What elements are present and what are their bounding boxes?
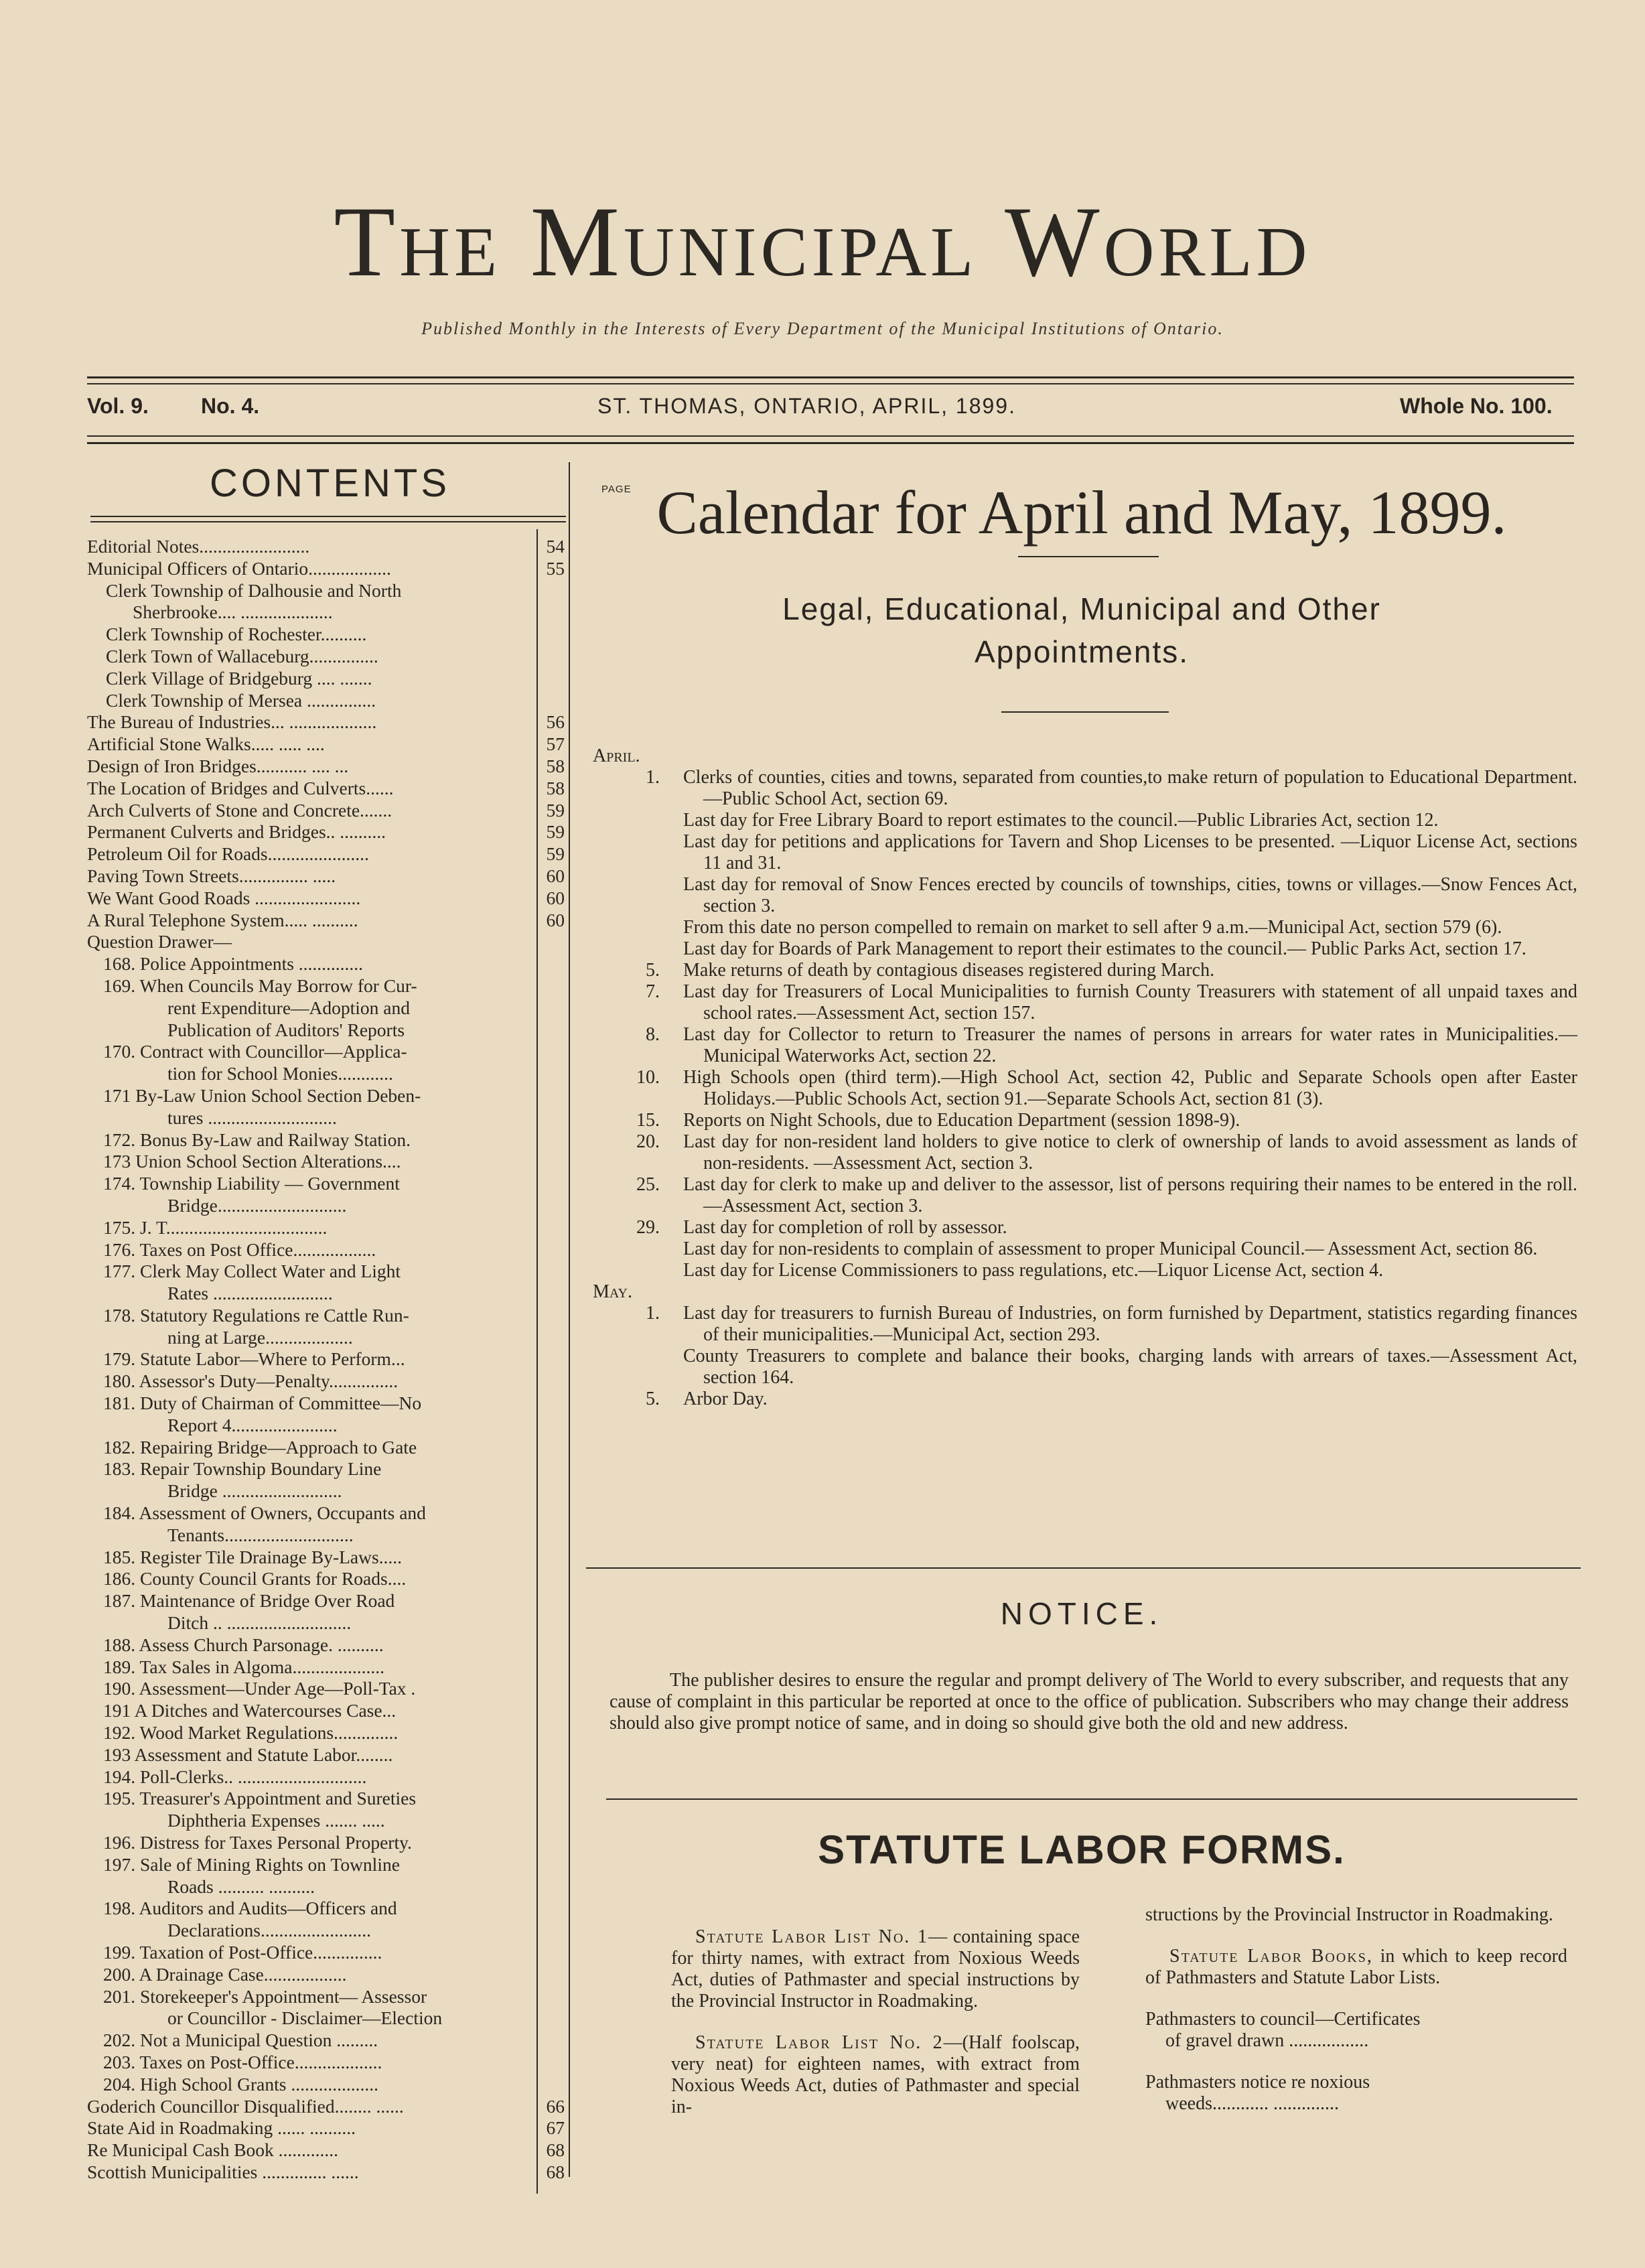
contents-entry bbox=[87, 1986, 566, 2008]
contents-entry-title: The Bureau of Industries... ................... bbox=[87, 711, 377, 733]
calendar-entry-text: County Treasurers to complete and balance their books, charging lands with arrears of taxes.—Assessment Act, section 164. bbox=[683, 1346, 1577, 1388]
contents-entry-title: A Rural Telephone System..... .......... bbox=[87, 909, 358, 930]
calendar-day: 15. bbox=[636, 1110, 660, 1131]
contents-entry-title: Clerk Township of Rochester.......... bbox=[106, 624, 367, 645]
contents-entry bbox=[87, 1634, 566, 1656]
contents-entry-title: 181. Duty of Chairman of Committee—No bbox=[103, 1393, 422, 1414]
contents-entry bbox=[87, 2074, 566, 2096]
statute-labor-title: STATUTE LABOR FORMS. bbox=[818, 1827, 1346, 1872]
calendar-entry-text: Last day for petitions and applications for Tavern and Shop Licenses to be presented. —Liquor License Act, sections 11 and 31. bbox=[683, 831, 1577, 873]
calendar-entry bbox=[593, 1131, 1577, 1174]
contents-entry-title: Municipal Officers of Ontario.................. bbox=[87, 557, 391, 579]
contents-rule-2 bbox=[90, 521, 566, 522]
contents-entry bbox=[87, 558, 566, 580]
contents-entry-title: or Councillor - Disclaimer—Election bbox=[167, 2007, 443, 2029]
contents-entry bbox=[87, 865, 566, 888]
contents-entry-title: 202. Not a Municipal Question ......... bbox=[103, 2030, 378, 2051]
contents-entry-title: Diphtheria Expenses ....... ..... bbox=[167, 1810, 385, 1831]
calendar-entry bbox=[593, 874, 1577, 917]
calendar-entry bbox=[593, 938, 1577, 960]
contents-entry bbox=[87, 1722, 566, 1744]
contents-rule-1 bbox=[90, 516, 566, 517]
calendar-entry bbox=[593, 1174, 1577, 1217]
contents-entry bbox=[87, 910, 566, 932]
contents-entry bbox=[87, 601, 566, 624]
contents-heading: CONTENTS PAGE bbox=[210, 462, 632, 505]
contents-entry bbox=[87, 1656, 566, 1679]
issue-number: No. 4. bbox=[201, 394, 260, 418]
contents-entry-title: Design of Iron Bridges........... .... ... bbox=[87, 755, 349, 776]
contents-entry-title: Report 4....................... bbox=[167, 1414, 338, 1435]
contents-entry bbox=[87, 1920, 566, 1942]
calendar-day: 1. bbox=[646, 1303, 660, 1324]
contents-entry-title: 201. Storekeeper's Appointment— Assessor bbox=[103, 1985, 427, 2007]
calendar-entry-text: Arbor Day. bbox=[683, 1389, 768, 1409]
contents-entry-title: tures ............................ bbox=[167, 1107, 337, 1128]
contents-entry bbox=[87, 668, 566, 690]
contents-entry bbox=[87, 2030, 566, 2052]
contents-entry bbox=[87, 690, 566, 712]
contents-entry-title: Question Drawer— bbox=[87, 931, 232, 952]
contents-entry bbox=[87, 1678, 566, 1700]
contents-entry-page: 58 bbox=[546, 755, 565, 776]
contents-entry-title: 193 Assessment and Statute Labor........ bbox=[103, 1744, 393, 1765]
contents-entry-title: Scottish Municipalities .............. ...... bbox=[87, 2161, 359, 2182]
calendar-entry-text: Clerks of counties, cities and towns, separated from counties,to make return of population to Educational Department.—Public School Act, section 69. bbox=[683, 767, 1577, 809]
statute-list-1: Statute Labor List No. 1— containing space for thirty names, with extract from Noxious Weeds Act, duties of Pathmaster and special instructions by the Provincial Instructor in Roadmaking. bbox=[671, 1926, 1080, 2011]
contents-entry-page: 60 bbox=[546, 909, 565, 930]
contents-entry-title: 171 By-Law Union School Section Deben- bbox=[103, 1084, 421, 1106]
contents-entry-title: Declarations........................ bbox=[167, 1920, 371, 1941]
calendar-entry-text: Make returns of death by contagious diseases registered during March. bbox=[683, 960, 1215, 981]
contents-entry-title: Clerk Township of Dalhousie and North bbox=[106, 579, 402, 601]
notice-rule-bottom bbox=[606, 1798, 1577, 1800]
contents-entry-title: 203. Taxes on Post-Office................... bbox=[103, 2051, 382, 2072]
contents-entry bbox=[87, 1832, 566, 1854]
contents-entry-title: 173 Union School Section Alterations.... bbox=[103, 1151, 401, 1172]
masthead-rule-top-1 bbox=[87, 376, 1574, 378]
contents-entry-title: 177. Clerk May Collect Water and Light bbox=[103, 1261, 401, 1282]
calendar-entry bbox=[593, 1110, 1577, 1131]
masthead-rule-bottom-1 bbox=[87, 435, 1574, 437]
masthead-title: The Municipal World bbox=[334, 186, 1311, 297]
contents-entry-title: 191 A Ditches and Watercourses Case... bbox=[103, 1700, 397, 1721]
contents-entry-title: Permanent Culverts and Bridges.. .......... bbox=[87, 821, 386, 843]
calendar-entry bbox=[593, 831, 1577, 874]
page-label: PAGE bbox=[601, 484, 632, 495]
contents-entry-title: 169. When Councils May Borrow for Cur- bbox=[103, 975, 417, 996]
contents-entry bbox=[87, 1744, 566, 1766]
statute-continuation: structions by the Provincial Instructor in Roadmaking. bbox=[1145, 1904, 1553, 1925]
contents-entry-title: 182. Repairing Bridge—Approach to Gate bbox=[103, 1436, 417, 1458]
contents-entry-title: 172. Bonus By-Law and Railway Station. bbox=[103, 1129, 411, 1150]
calendar-entry bbox=[593, 1067, 1577, 1110]
contents-entry bbox=[87, 2161, 566, 2184]
contents-entry bbox=[87, 580, 566, 602]
calendar-entry bbox=[593, 1303, 1577, 1346]
contents-entry-title: 175. J. T................................... bbox=[103, 1216, 328, 1238]
notice-rule-top bbox=[586, 1567, 1581, 1569]
contents-entry-page: 55 bbox=[546, 557, 565, 579]
contents-entry-title: Clerk Township of Mersea ............... bbox=[106, 689, 376, 711]
calendar-title: Calendar for April and May, 1899. bbox=[656, 478, 1507, 547]
contents-entry-page: 68 bbox=[546, 2161, 565, 2182]
contents-entry-title: 170. Contract with Councillor—Applica- bbox=[103, 1041, 407, 1062]
contents-entry bbox=[87, 1348, 566, 1370]
contents-entry-title: Publication of Auditors' Reports bbox=[167, 1019, 405, 1040]
contents-page-divider bbox=[537, 529, 538, 2194]
month-may: May. bbox=[593, 1281, 632, 1302]
notice-title: NOTICE. bbox=[1000, 1596, 1163, 1631]
contents-entry-page: 59 bbox=[546, 799, 565, 821]
contents-entry bbox=[87, 1700, 566, 1722]
contents-entry bbox=[87, 888, 566, 910]
month-april: April. bbox=[593, 746, 640, 766]
contents-entry bbox=[87, 2052, 566, 2074]
contents-entry-title: Ditch .. ........................... bbox=[167, 1612, 352, 1634]
contents-entry bbox=[87, 1942, 566, 1964]
calendar-entry-text: Last day for treasurers to furnish Bureau of Industries, on form furnished by Department, statistics regarding finances of their municipalities.—Municipal Act, section 293. bbox=[683, 1303, 1577, 1345]
calendar-day: 20. bbox=[636, 1131, 660, 1152]
contents-entry bbox=[87, 756, 566, 778]
calendar-entry-text: Last day for Free Library Board to report estimates to the council.—Public Libraries Act, section 12. bbox=[683, 810, 1439, 831]
contents-entry-page: 60 bbox=[546, 865, 565, 886]
calendar-entry-text: Last day for non-residents to complain of assessment to proper Municipal Council.— Assessment Act, section 86. bbox=[683, 1238, 1538, 1259]
contents-entry-title: Clerk Village of Bridgeburg .... ....... bbox=[106, 667, 372, 689]
contents-entry bbox=[87, 1195, 566, 1217]
contents-entry bbox=[87, 1041, 566, 1063]
contents-entry-title: 192. Wood Market Regulations.............. bbox=[103, 1722, 399, 1744]
contents-entry-title: 196. Distress for Taxes Personal Property. bbox=[103, 1832, 412, 1853]
statute-column-1 bbox=[671, 1926, 1080, 2118]
contents-entry-title: Rates .......................... bbox=[167, 1283, 333, 1304]
contents-entry-title: 188. Assess Church Parsonage. .......... bbox=[103, 1634, 384, 1655]
contents-entry-title: Re Municipal Cash Book ............. bbox=[87, 2139, 339, 2161]
contents-entry-title: tion for School Monies............ bbox=[167, 1063, 393, 1084]
contents-entry-title: 184. Assessment of Owners, Occupants and bbox=[103, 1502, 426, 1524]
may-list bbox=[593, 1303, 1577, 1410]
column-divider bbox=[569, 462, 570, 2177]
contents-entry bbox=[87, 953, 566, 975]
april-list bbox=[593, 767, 1577, 1281]
contents-entry bbox=[87, 1173, 566, 1195]
contents-entry bbox=[87, 2096, 566, 2118]
contents-entry-page: 59 bbox=[546, 843, 565, 865]
contents-entry bbox=[87, 1327, 566, 1349]
contents-entry bbox=[87, 800, 566, 822]
contents-entry bbox=[87, 646, 566, 668]
contents-entry-page: 58 bbox=[546, 777, 565, 798]
contents-entry-title: 194. Poll-Clerks.. ............................ bbox=[103, 1766, 367, 1787]
contents-entry-page: 59 bbox=[546, 821, 565, 843]
contents-entry bbox=[87, 1788, 566, 1810]
contents-entry bbox=[87, 778, 566, 800]
contents-entry-title: 197. Sale of Mining Rights on Townline bbox=[103, 1853, 400, 1875]
pathmaster-certificates: Pathmasters to council—Certificates of gravel drawn ................. bbox=[1145, 2009, 1421, 2051]
contents-entry-title: Clerk Town of Wallaceburg............... bbox=[106, 645, 378, 666]
contents-entry bbox=[87, 1261, 566, 1283]
notice-body: The publisher desires to ensure the regular and prompt delivery of The World to every subscriber, and requests that any cause of complaint in this particular be reported at once to the office of publication. Subscribers who may change their address should also give prompt notice of same, and in doing so should give both the old and new address. bbox=[610, 1670, 1569, 1733]
calendar-entry-text: Last day for Collector to return to Treasurer the names of persons in arrears for water rates in Municipalities.—Municipal Waterworks Act, section 22. bbox=[683, 1024, 1577, 1066]
calendar-entry bbox=[593, 767, 1577, 810]
place-date: ST. THOMAS, ONTARIO, APRIL, 1899. bbox=[597, 394, 1016, 418]
calendar-day: 5. bbox=[646, 1389, 660, 1409]
contents-entry bbox=[87, 975, 566, 997]
volume-number: Vol. 9. bbox=[87, 394, 149, 418]
calendar-entry-text: From this date no person compelled to remain on market to sell after 9 a.m.—Municipal Act, section 579 (6). bbox=[683, 917, 1502, 938]
contents-entry-title: 185. Register Tile Drainage By-Laws..... bbox=[103, 1546, 403, 1567]
contents-entry bbox=[87, 1854, 566, 1876]
calendar-entry bbox=[593, 960, 1577, 981]
contents-entry-title: 198. Auditors and Audits—Officers and bbox=[103, 1898, 397, 1919]
contents-entry-page: 54 bbox=[546, 536, 565, 557]
contents-entry-title: 190. Assessment—Under Age—Poll-Tax . bbox=[103, 1678, 416, 1699]
contents-entry-title: Sherbrooke.... .................... bbox=[133, 601, 333, 623]
calendar-entry bbox=[593, 810, 1577, 831]
contents-entry bbox=[87, 1898, 566, 1920]
contents-entry bbox=[87, 1239, 566, 1261]
contents-entry-title: Tenants............................ bbox=[167, 1524, 354, 1545]
contents-entry bbox=[87, 1964, 566, 1986]
calendar-title-rule bbox=[1018, 556, 1159, 557]
calendar-subtitle-rule bbox=[1001, 711, 1169, 713]
contents-entry bbox=[87, 1568, 566, 1590]
calendar-entry-text: Reports on Night Schools, due to Education Department (session 1898-9). bbox=[683, 1110, 1240, 1131]
contents-entry bbox=[87, 2117, 566, 2139]
calendar-subtitle: Legal, Educational, Municipal and Other Appointments. bbox=[782, 591, 1381, 669]
contents-entry bbox=[87, 931, 566, 953]
calendar-entry bbox=[593, 1260, 1577, 1281]
contents-entry-title: 174. Township Liability — Government bbox=[103, 1173, 400, 1194]
contents-entry bbox=[87, 1415, 566, 1437]
contents-entry-page: 57 bbox=[546, 733, 565, 755]
contents-entry-title: The Location of Bridges and Culverts...... bbox=[87, 777, 394, 798]
contents-entry-title: Bridge............................ bbox=[167, 1194, 347, 1216]
masthead-subtitle: Published Monthly in the Interests of Every Department of the Municipal Institutions of Ontario. bbox=[421, 319, 1224, 338]
calendar-entry-text: Last day for removal of Snow Fences erected by councils of townships, cities, towns or villages.—Snow Fences Act, section 3. bbox=[683, 874, 1577, 916]
contents-entry bbox=[87, 1876, 566, 1898]
contents-entry-page: 66 bbox=[546, 2095, 565, 2117]
contents-entry bbox=[87, 1107, 566, 1129]
calendar-entry bbox=[593, 1024, 1577, 1067]
contents-entry bbox=[87, 1502, 566, 1525]
contents-entry-title: 204. High School Grants ................... bbox=[103, 2073, 378, 2095]
masthead-info-row bbox=[87, 394, 1574, 423]
calendar-entries bbox=[593, 746, 1577, 1410]
contents-entry bbox=[87, 1525, 566, 1547]
contents-entry bbox=[87, 1019, 566, 1042]
contents-entry-title: Artificial Stone Walks..... ..... .... bbox=[87, 733, 325, 755]
contents-entry-title: 179. Statute Labor—Where to Perform... bbox=[103, 1348, 405, 1370]
contents-entry bbox=[87, 2139, 566, 2161]
contents-entry-title: 195. Treasurer's Appointment and Sureties bbox=[103, 1788, 417, 1809]
contents-entry bbox=[87, 821, 566, 843]
contents-entry bbox=[87, 711, 566, 733]
contents-entry bbox=[87, 1810, 566, 1832]
contents-entry bbox=[87, 843, 566, 865]
contents-entry-title: Petroleum Oil for Roads...................... bbox=[87, 843, 369, 865]
contents-entry-title: Bridge .......................... bbox=[167, 1480, 342, 1502]
calendar-entry bbox=[593, 917, 1577, 938]
contents-entry-title: We Want Good Roads ....................... bbox=[87, 887, 361, 908]
masthead-rule-top-2 bbox=[87, 383, 1574, 384]
contents-entry bbox=[87, 1393, 566, 1415]
contents-entry bbox=[87, 1283, 566, 1305]
contents-entry bbox=[87, 1437, 566, 1459]
statute-list-2: Statute Labor List No. 2—(Half foolscap, very neat) for eighteen names, with extract from Noxious Weeds Act, duties of Pathmaster and special in- bbox=[671, 2032, 1080, 2117]
contents-entry-title: 176. Taxes on Post Office.................. bbox=[103, 1238, 376, 1260]
calendar-entry bbox=[593, 1389, 1577, 1410]
contents-entry bbox=[87, 1370, 566, 1393]
contents-entry-title: Roads .......... .......... bbox=[167, 1875, 315, 1897]
contents-entry-page: 68 bbox=[546, 2139, 565, 2161]
contents-entry bbox=[87, 1151, 566, 1173]
calendar-day: 5. bbox=[646, 960, 660, 981]
contents-entry-title: 187. Maintenance of Bridge Over Road bbox=[103, 1590, 395, 1612]
statute-labor-books: Statute Labor Books, in which to keep record of Pathmasters and Statute Labor Lists. bbox=[1145, 1946, 1567, 1988]
calendar-entry-text: High Schools open (third term).—High School Act, section 42, Public and Separate Schools open after Easter Holidays.—Public Schools Act, section 91.—Separate Schools Act, section 81 (3). bbox=[683, 1067, 1577, 1109]
contents-entry bbox=[87, 1480, 566, 1502]
calendar-day: 8. bbox=[646, 1024, 660, 1045]
contents-entry bbox=[87, 1085, 566, 1107]
calendar-entry bbox=[593, 981, 1577, 1024]
calendar-entry bbox=[593, 1346, 1577, 1389]
calendar-entry-text: Last day for completion of roll by assessor. bbox=[683, 1217, 1007, 1238]
contents-entry-title: 200. A Drainage Case.................. bbox=[103, 1963, 347, 1985]
contents-entry-title: 183. Repair Township Boundary Line bbox=[103, 1458, 382, 1480]
contents-entry-title: 178. Statutory Regulations re Cattle Run- bbox=[103, 1304, 409, 1326]
contents-entry-title: 180. Assessor's Duty—Penalty............... bbox=[103, 1370, 399, 1392]
contents-entry bbox=[87, 997, 566, 1019]
contents-entry bbox=[87, 1612, 566, 1634]
contents-entry bbox=[87, 1458, 566, 1480]
contents-entry bbox=[87, 1590, 566, 1612]
contents-entry bbox=[87, 1063, 566, 1085]
contents-entry-title: Goderich Councillor Disqualified........ ...... bbox=[87, 2095, 404, 2117]
contents-entry-title: Arch Culverts of Stone and Concrete....... bbox=[87, 799, 392, 821]
contents-entry-title: Paving Town Streets............... ..... bbox=[87, 865, 336, 886]
calendar-entry-text: Last day for clerk to make up and deliver to the assessor, list of persons requiring their names to be entered in the roll.—Assessment Act, section 3. bbox=[683, 1174, 1577, 1216]
contents-entry bbox=[87, 536, 566, 558]
contents-entry-title: rent Expenditure—Adoption and bbox=[167, 997, 410, 1018]
contents-entry-page: 56 bbox=[546, 711, 565, 733]
contents-entry bbox=[87, 2007, 566, 2030]
contents-entry bbox=[87, 1129, 566, 1151]
contents-entry bbox=[87, 1766, 566, 1788]
contents-entry bbox=[87, 1305, 566, 1327]
contents-entry-title: 199. Taxation of Post-Office............... bbox=[103, 1942, 382, 1963]
calendar-entry-text: Last day for non-resident land holders to give notice to clerk of ownership of lands to avoid assessment as lands of non-residents. —Assessment Act, section 3. bbox=[683, 1131, 1577, 1174]
contents-entry-title: State Aid in Roadmaking ...... .......... bbox=[87, 2117, 356, 2139]
contents-entry bbox=[87, 624, 566, 646]
calendar-entry bbox=[593, 1217, 1577, 1238]
contents-entry-page: 60 bbox=[546, 887, 565, 908]
calendar-entry-text: Last day for Boards of Park Management to report their estimates to the council.— Public Parks Act, section 17. bbox=[683, 938, 1526, 959]
contents-entry bbox=[87, 733, 566, 756]
calendar-day: 1. bbox=[646, 767, 660, 788]
contents-entry bbox=[87, 1217, 566, 1239]
contents-entry-title: ning at Large................... bbox=[167, 1326, 353, 1348]
contents-entry-title: 168. Police Appointments .............. bbox=[103, 953, 364, 975]
calendar-day: 29. bbox=[636, 1217, 660, 1238]
calendar-entry-text: Last day for License Commissioners to pass regulations, etc.—Liquor License Act, section 4. bbox=[683, 1260, 1384, 1281]
calendar-day: 7. bbox=[646, 981, 660, 1002]
calendar-day: 25. bbox=[636, 1174, 660, 1195]
masthead-rule-bottom-2 bbox=[87, 442, 1574, 444]
contents-entry-page: 67 bbox=[546, 2117, 565, 2139]
contents-entry-title: Editorial Notes........................ bbox=[87, 536, 310, 557]
contents-entry-title: 189. Tax Sales in Algoma.................... bbox=[103, 1656, 384, 1677]
contents-list bbox=[87, 536, 566, 2184]
calendar-entry-text: Last day for Treasurers of Local Municipalities to furnish County Treasurers with statement of all unpaid taxes and school rates.—Assessment Act, section 157. bbox=[683, 981, 1577, 1023]
calendar-entry bbox=[593, 1238, 1577, 1260]
pathmaster-notice: Pathmasters notice re noxious weeds............ .............. bbox=[1145, 2072, 1370, 2114]
contents-entry bbox=[87, 1547, 566, 1569]
calendar-day: 10. bbox=[636, 1067, 660, 1088]
contents-entry-title: 186. County Council Grants for Roads.... bbox=[103, 1568, 407, 1589]
statute-column-2 bbox=[1145, 1904, 1567, 2115]
whole-number: Whole No. 100. bbox=[1400, 394, 1553, 418]
